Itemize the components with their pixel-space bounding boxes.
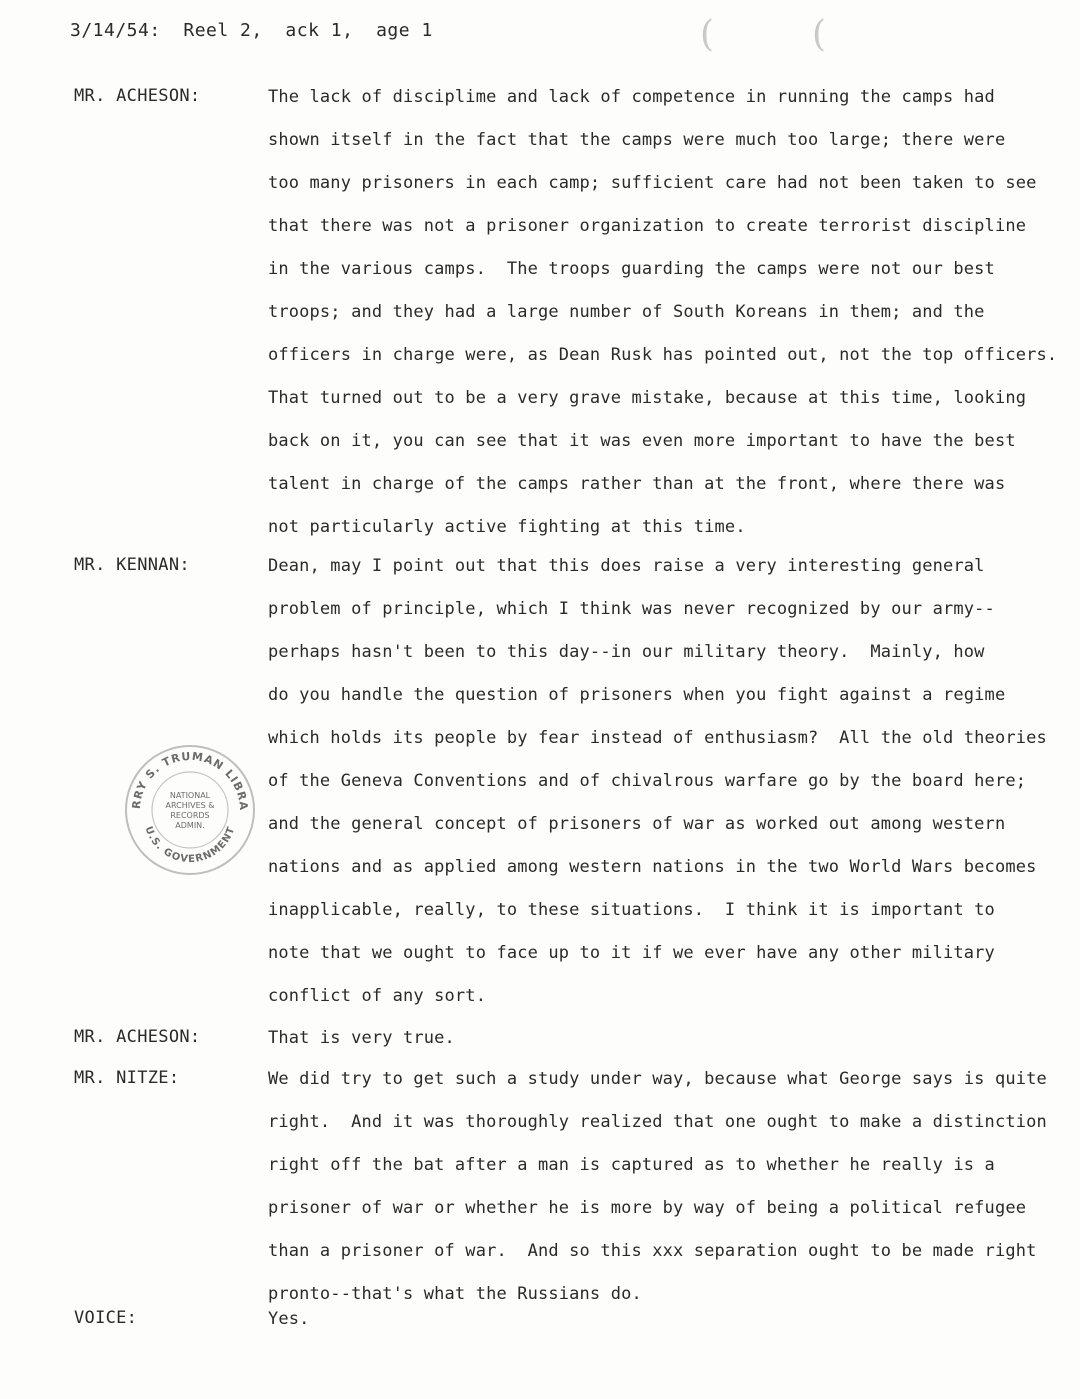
speech-line: and the general concept of prisoners of war as worked out among western [268, 814, 1006, 834]
stamp-center-line: NATIONAL [169, 791, 211, 800]
speech-line: prisoner of war or whether he is more by way of being a political refugee [268, 1198, 1027, 1218]
speech-line: do you handle the question of prisoners when you fight against a regime [268, 685, 1006, 705]
speech-line: shown itself in the fact that the camps were much too large; there were [268, 130, 1006, 150]
speech-line: than a prisoner of war. And so this xxx separation ought to be made right [268, 1241, 1037, 1261]
archive-stamp-icon [122, 742, 258, 878]
speech-text [268, 86, 1078, 559]
speech-line: talent in charge of the camps rather than at the front, where there was [268, 474, 1006, 494]
speaker-label: VOICE: [74, 1308, 138, 1328]
speech-line: of the Geneva Conventions and of chivalrous warfare go by the board here; [268, 771, 1027, 791]
speech-text [268, 1308, 1078, 1351]
speech-line: Yes. [268, 1309, 310, 1329]
speech-line: inapplicable, really, to these situations. I think it is important to [268, 900, 995, 920]
speech-line: The lack of disciplime and lack of competence in running the camps had [268, 87, 995, 107]
speaker-label: MR. ACHESON: [74, 86, 201, 106]
speaker-label: MR. NITZE: [74, 1068, 180, 1088]
speech-line: conflict of any sort. [268, 986, 487, 1006]
speech-line: which holds its people by fear instead of enthusiasm? All the old theories [268, 728, 1047, 748]
speech-line: in the various camps. The troops guarding the camps were not our best [268, 259, 995, 279]
stamp-ring-text: RRY S. TRUMAN LIBRA [129, 749, 251, 812]
pencil-mark: ( [812, 14, 827, 55]
speech-line: right. And it was thoroughly realized that one ought to make a distinction [268, 1112, 1047, 1132]
speaker-label: MR. KENNAN: [74, 555, 190, 575]
speech-line: note that we ought to face up to it if we ever have any other military [268, 943, 995, 963]
archive-stamp [122, 742, 258, 878]
pencil-mark: ( [700, 14, 715, 55]
speech-line: pronto--that's what the Russians do. [268, 1284, 642, 1304]
speech-line: That is very true. [268, 1028, 455, 1048]
speech-text [268, 1027, 1078, 1070]
speech-line: too many prisoners in each camp; sufficient care had not been taken to see [268, 173, 1037, 193]
stamp-center-line: ARCHIVES & [165, 801, 215, 810]
speech-line: We did try to get such a study under way, because what George says is quite [268, 1069, 1047, 1089]
speech-text [268, 1068, 1078, 1326]
speech-line: nations and as applied among western nations in the two World Wars becomes [268, 857, 1037, 877]
speech-line: right off the bat after a man is captured as to whether he really is a [268, 1155, 995, 1175]
speech-line: problem of principle, which I think was never recognized by our army-- [268, 599, 995, 619]
speech-line: officers in charge were, as Dean Rusk has pointed out, not the top officers. [268, 345, 1058, 365]
speech-line: perhaps hasn't been to this day--in our military theory. Mainly, how [268, 642, 985, 662]
speech-line: back on it, you can see that it was even more important to have the best [268, 431, 1016, 451]
svg-text:U.S. GOVERNMENT [142, 825, 237, 865]
speech-line: that there was not a prisoner organization to create terrorist discipline [268, 216, 1027, 236]
stamp-center-line: RECORDS [170, 811, 210, 820]
stamp-center-line: ADMIN. [175, 821, 205, 830]
speech-line: Dean, may I point out that this does raise a very interesting general [268, 556, 985, 576]
speech-line: That turned out to be a very grave mistake, because at this time, looking [268, 388, 1027, 408]
stamp-lower-text: U.S. GOVERNMENT [142, 825, 238, 866]
page-header: 3/14/54: Reel 2, ack 1, age 1 [70, 20, 433, 41]
speech-line: not particularly active fighting at this time. [268, 517, 746, 537]
speech-text [268, 555, 1078, 1028]
speaker-label: MR. ACHESON: [74, 1027, 201, 1047]
speech-line: troops; and they had a large number of South Koreans in them; and the [268, 302, 985, 322]
